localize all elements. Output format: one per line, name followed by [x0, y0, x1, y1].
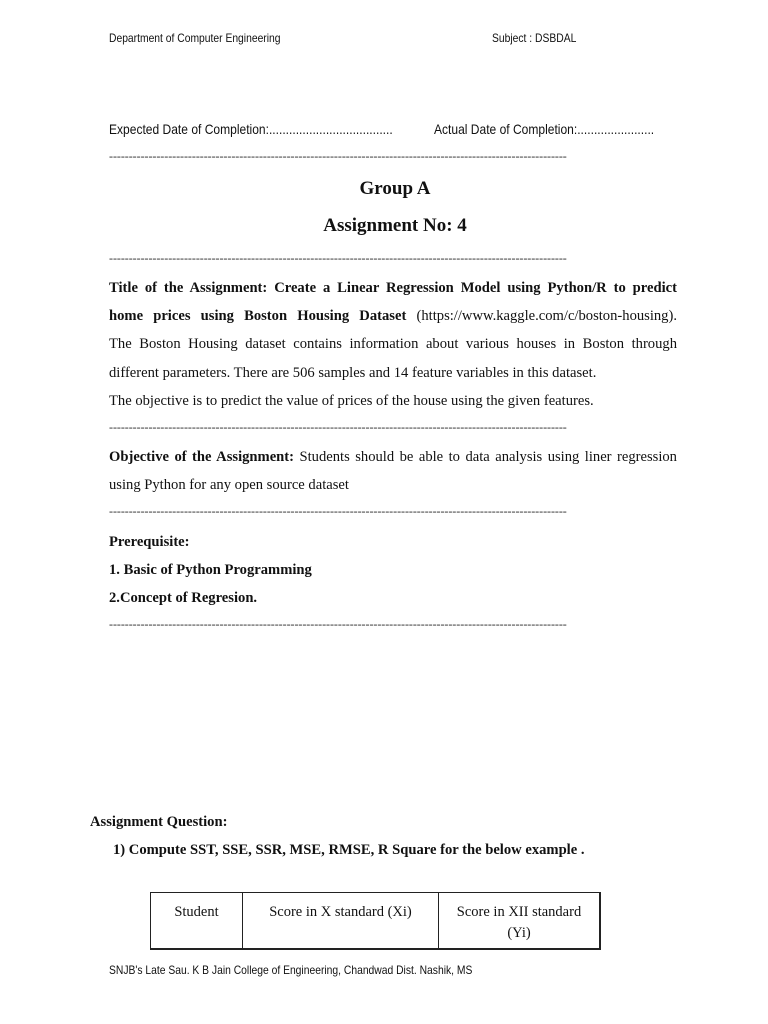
expected-date: Expected Date of Completion:.....................................: [109, 121, 393, 137]
question-label: Assignment Question:: [90, 814, 228, 830]
title-line-2: [109, 306, 677, 326]
objective-line-1: [109, 447, 677, 467]
divider: --------------------------------------------------------------------------------------------------------------------: [109, 251, 567, 265]
scores-table: [150, 892, 601, 950]
prerequisite-item-2: 2.Concept of Regresion.: [109, 590, 258, 606]
title-label: Title of the Assignment:: [109, 280, 268, 296]
actual-date: Actual Date of Completion:.......................: [434, 121, 655, 137]
title-text-2: home prices using Boston Housing Dataset: [109, 308, 407, 324]
subject-header: Subject : DSBDAL: [492, 31, 577, 45]
department-header: Department of Computer Engineering: [109, 31, 281, 45]
table-header-cell: Student: [151, 893, 243, 950]
title-line-1: [109, 278, 677, 298]
objective-label: Objective of the Assignment:: [109, 449, 295, 465]
assignment-number: Assignment No: 4: [323, 215, 467, 236]
objective-text: Students should be able to data analysis using liner regression: [299, 449, 677, 465]
question-item-1: 1) Compute SST, SSE, SSR, MSE, RMSE, R Square for the below example .: [113, 842, 585, 858]
divider: --------------------------------------------------------------------------------------------------------------------: [109, 504, 567, 518]
group-heading: Group A: [359, 178, 431, 199]
divider: --------------------------------------------------------------------------------------------------------------------: [109, 420, 567, 434]
dataset-link[interactable]: (https://www.kaggle.com/c/boston-housing).: [416, 308, 677, 324]
table-header-cell: Score in X standard (Xi): [243, 893, 439, 950]
title-line-4: different parameters. There are 506 samples and 14 feature variables in this dataset.: [109, 365, 597, 381]
title-text: Create a Linear Regression Model using Python/R to predict: [274, 280, 677, 296]
prerequisite-label: Prerequisite:: [109, 534, 190, 550]
objective-line-2: using Python for any open source dataset: [109, 477, 349, 493]
prerequisite-item-1: 1. Basic of Python Programming: [109, 562, 312, 578]
table-header-cell: Score in XII standard (Yi): [439, 893, 601, 950]
divider: --------------------------------------------------------------------------------------------------------------------: [109, 149, 567, 163]
title-line-5: The objective is to predict the value of prices of the house using the given features.: [109, 393, 594, 409]
table-header-row: [151, 893, 601, 950]
footer-text: SNJB's Late Sau. K B Jain College of Engineering, Chandwad Dist. Nashik, MS: [109, 963, 473, 977]
title-line-3: The Boston Housing dataset contains information about various houses in Boston through: [109, 336, 677, 352]
divider: --------------------------------------------------------------------------------------------------------------------: [109, 617, 567, 631]
